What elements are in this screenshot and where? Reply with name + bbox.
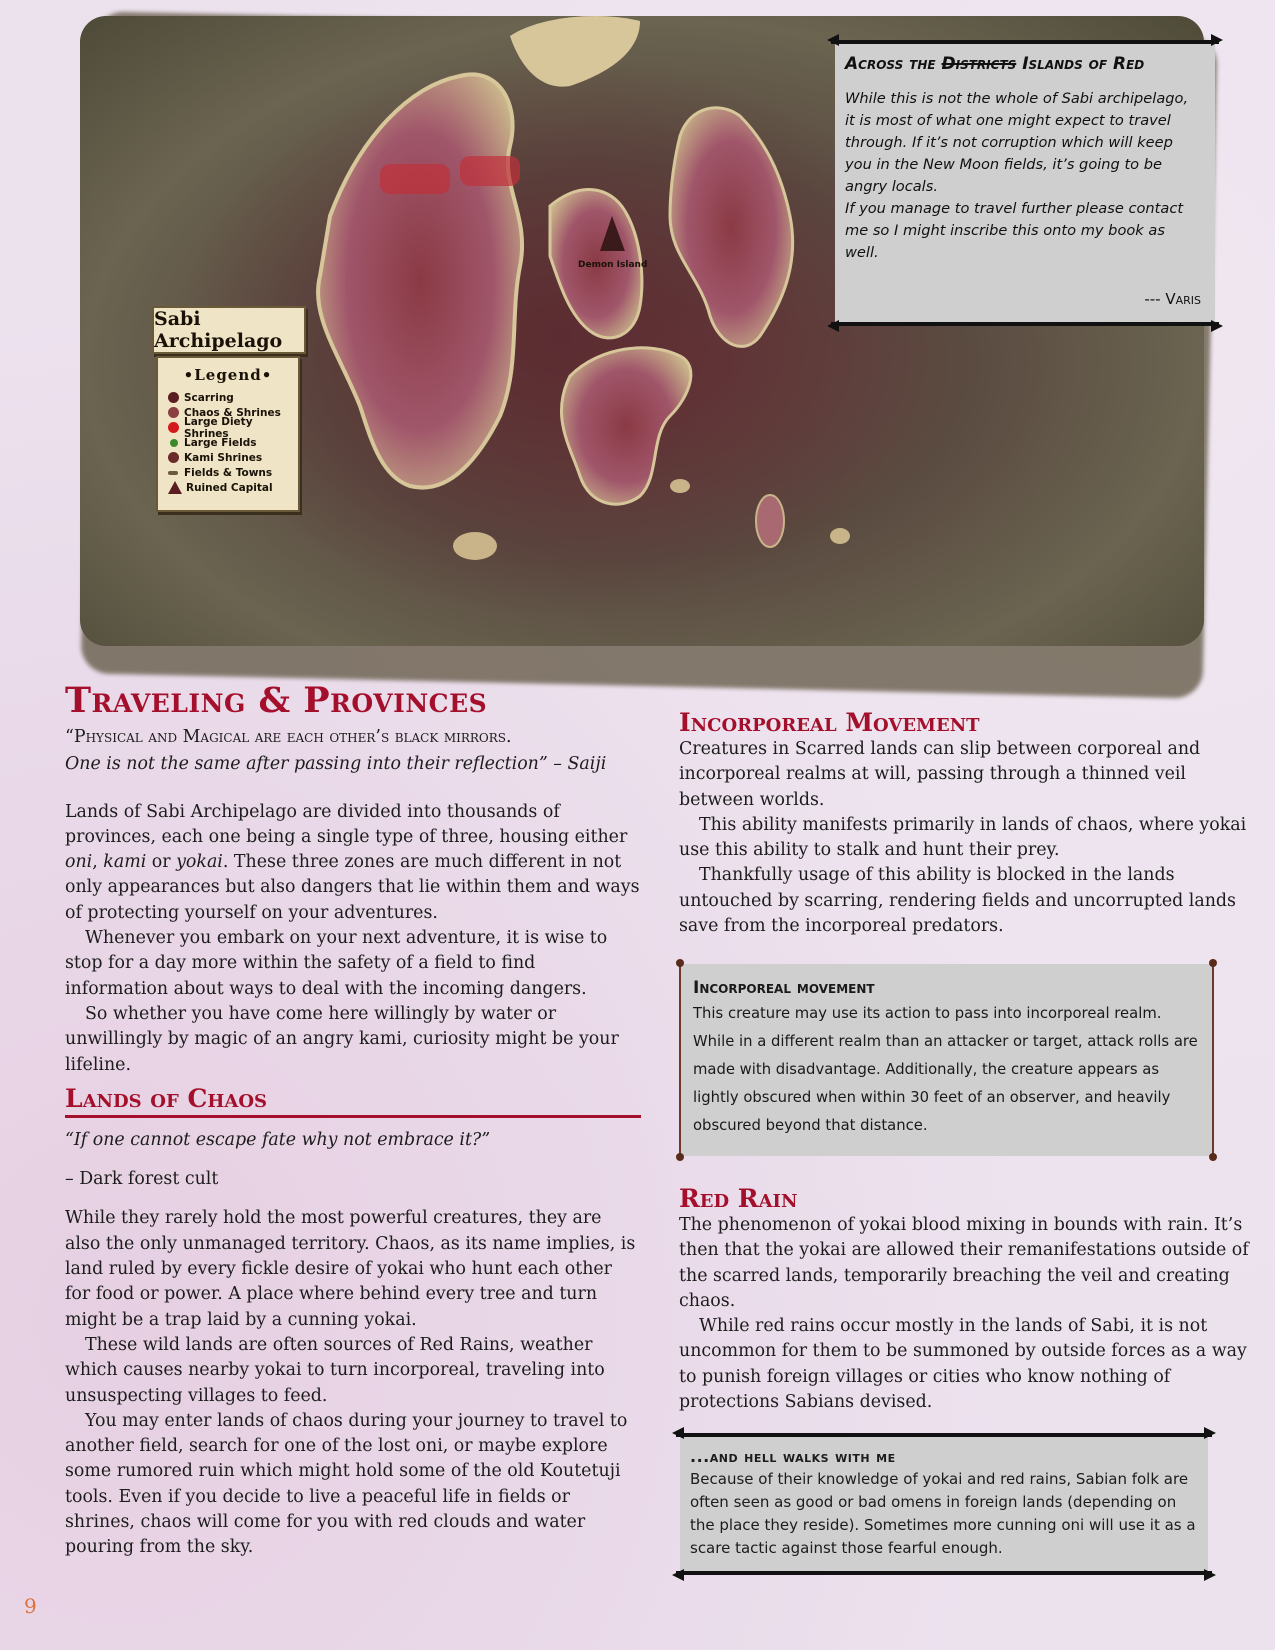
red-rain-paragraph-1: The phenomenon of yokai blood mixing in bounds with rain. It’s then that the yokai are allowed their remanifestations outside of the scarred lands, temporarily breaching the veil and creating chaos.: [679, 1215, 1249, 1311]
corner-nub-icon: [676, 959, 684, 967]
epigraph-smallcaps: “Physical and Magical are each other’s black mirrors.: [65, 727, 512, 747]
diety-shrine-swatch-icon: [168, 422, 179, 433]
quote-paragraph: If you manage to travel further please contact me so I might inscribe this onto my book as well.: [845, 200, 1184, 261]
ruined-capital-icon: [168, 481, 182, 494]
stat-box-title: Incorporeal movement: [693, 978, 875, 998]
red-rain-paragraph-2: While red rains occur mostly in the lands of Sabi, it is not uncommon for them to be summoned by outside forces as a way to punish foreign villages or cities who know nothing of protections Sabians devised.: [679, 1316, 1247, 1413]
map-title-box: [152, 306, 306, 354]
title-suffix: Islands of Red: [1016, 54, 1145, 74]
corner-nub-icon: [1209, 1153, 1217, 1161]
right-column: [679, 708, 1255, 939]
legend-label: Large Diety Shrines: [184, 415, 253, 440]
term-oni: oni: [65, 852, 93, 873]
term-yokai: yokai: [176, 852, 223, 873]
chaos-heading: Lands of Chaos: [65, 1084, 641, 1118]
intro-text: or: [146, 852, 177, 873]
legend-item: [168, 390, 298, 405]
intro-text: . These three zones are much different in not only appearances but also dangers that lie within them and ways of protecting yourself on your adventures.: [65, 852, 640, 923]
kami-shrine-swatch-icon: [168, 452, 179, 463]
legend-label: Large Fields: [184, 436, 257, 449]
corner-icon: [1211, 34, 1223, 46]
field-swatch-icon: [170, 439, 178, 447]
corner-nub-icon: [1209, 959, 1217, 967]
legend-item: [168, 480, 298, 495]
legend-label: Scarring: [184, 391, 234, 404]
quote-signature: --- Varis: [1144, 290, 1201, 308]
chaos-quote: “If one cannot escape fate why not embrace it?”: [65, 1129, 491, 1150]
chaos-paragraph-2: These wild lands are often sources of Red Rains, weather which causes nearby yokai to turn incorporeal, traveling into unsuspecting villages to feed.: [65, 1334, 605, 1406]
term-kami: kami: [103, 852, 147, 873]
corner-icon: [672, 1569, 684, 1581]
incorporeal-stat-box: [679, 964, 1214, 1156]
corner-icon: [827, 320, 839, 332]
page-number: 9: [24, 1594, 37, 1618]
intro-text: ,: [92, 852, 104, 873]
legend-item: [168, 415, 298, 440]
quote-box: [835, 44, 1215, 322]
corner-icon: [1211, 320, 1223, 332]
map-title: Sabi Archipelago: [154, 308, 283, 352]
legend-label: Ruined Capital: [186, 481, 273, 494]
incorporeal-paragraph-3: Thankfully usage of this ability is blocked in the lands untouched by scarring, rendering fields and uncorrupted lands save from the incorporeal predators.: [679, 865, 1236, 937]
intro-text: Lands of Sabi Archipelago are divided into thousands of provinces, each one being a single type of three, housing either: [65, 801, 628, 847]
corner-nub-icon: [676, 1153, 684, 1161]
map-legend: [156, 356, 300, 512]
epigraph-italic: One is not the same after passing into their reflection” – Saiji: [65, 754, 607, 775]
intro-paragraph-3: So whether you have come here willingly by water or unwillingly by magic of an angry kami, curiosity might be your lifeline.: [65, 1003, 619, 1075]
quote-box-body: [845, 88, 1201, 264]
scarring-swatch-icon: [168, 392, 179, 403]
legend-heading: •Legend•: [183, 366, 273, 384]
title-prefix: Across the: [845, 54, 942, 74]
corner-icon: [1204, 1569, 1216, 1581]
note-box-title: ...and hell walks with me: [690, 1447, 896, 1466]
incorporeal-paragraph-2: This ability manifests primarily in lands of chaos, where yokai use this ability to stalk and hunt their prey.: [679, 814, 1247, 861]
quote-paragraph: While this is not the whole of Sabi archipelago, it is most of what one might expect to travel through. If it’s not corruption which will keep you in the New Moon fields, it’s going to be angry locals.: [845, 90, 1189, 195]
corner-icon: [827, 34, 839, 46]
quote-box-title: [845, 54, 1203, 74]
red-rain-section: [679, 1184, 1255, 1415]
stat-box-body: This creature may use its action to pass into incorporeal realm. While in a different realm than an attacker or target, attack rolls are made with disadvantage. Additionally, the creature appears as lightly obscured when within 30 feet of an observer, and heavily obscured beyond that distance.: [693, 1005, 1198, 1134]
chaos-attribution: – Dark forest cult: [65, 1169, 219, 1190]
hell-walks-note-box: [680, 1437, 1208, 1571]
incorporeal-paragraph-1: Creatures in Scarred lands can slip between corporeal and incorporeal realms at will, passing through a thinned veil between worlds.: [679, 739, 1201, 810]
demon-island-label: Demon Island: [578, 260, 648, 270]
incorporeal-heading: Incorporeal Movement: [679, 708, 980, 737]
legend-list: [168, 390, 298, 495]
intro-paragraph: [65, 800, 641, 926]
intro-paragraph-2: Whenever you embark on your next adventure, it is wise to stop for a day more within the safety of a field to find information about ways to deal with the incoming dangers.: [65, 928, 608, 999]
red-rain-heading: Red Rain: [679, 1184, 798, 1213]
legend-item: [168, 450, 298, 465]
chaos-paragraph-3: You may enter lands of chaos during your journey to travel to another field, search for one of the lost oni, or maybe explore some rumored ruin which might hold some of the old Koutetuji tools. Even if you decide to live a peaceful life in fields or shrines, chaos will come for you with red clouds and water pouring from the sky.: [65, 1410, 628, 1558]
legend-label: Fields & Towns: [184, 466, 273, 479]
chaos-swatch-icon: [168, 407, 179, 418]
legend-label: Kami Shrines: [184, 451, 263, 464]
legend-item: [168, 465, 298, 480]
title-struck: Districts: [941, 54, 1017, 74]
left-column: [65, 680, 641, 1561]
chaos-paragraph-1: While they rarely hold the most powerful creatures, they are also the only unmanaged territory. Chaos, as its name implies, is land ruled by every fickle desire of yokai who hunt each other for food or power. A place where behind every tree and turn might be a trap laid by a cunning yokai.: [65, 1208, 636, 1330]
legend-label: Chaos & Shrines: [184, 406, 281, 419]
town-swatch-icon: [168, 471, 178, 475]
corner-icon: [1204, 1427, 1216, 1439]
corner-icon: [672, 1427, 684, 1439]
traveling-heading: Traveling & Provinces: [65, 680, 488, 721]
note-box-body: Because of their knowledge of yokai and red rains, Sabian folk are often seen as good or bad omens in foreign lands (depending on the place they reside). Sometimes more cunning oni will use it as a scare tactic against those fearful enough.: [690, 1470, 1196, 1557]
